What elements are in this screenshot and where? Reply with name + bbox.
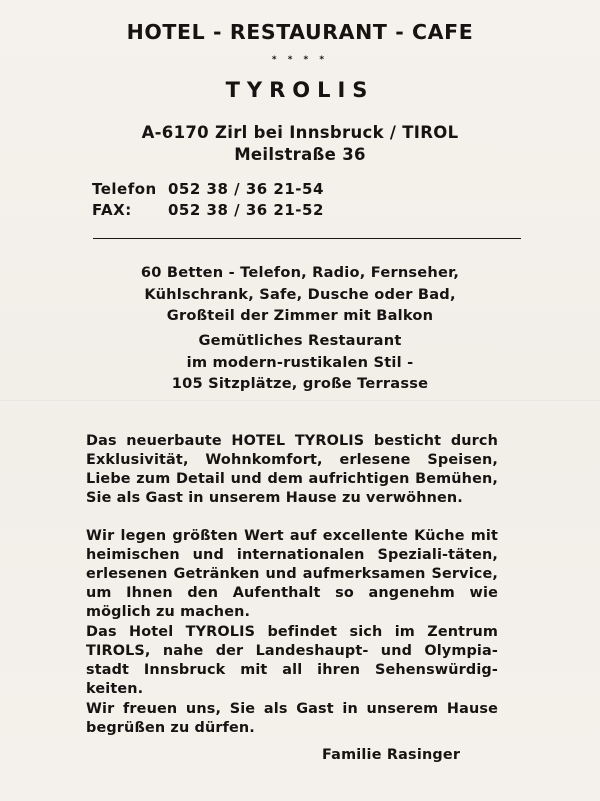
rating-stars: * * * *	[271, 55, 329, 65]
phone-label: Telefon	[92, 180, 157, 198]
address-line-2: Meilstraße 36	[234, 145, 366, 164]
address-line-1: A-6170 Zirl bei Innsbruck / TIROL	[141, 123, 459, 142]
restaurant-line: im modern-rustikalen Stil -	[186, 353, 414, 371]
rooms-line: 60 Betten - Telefon, Radio, Fernseher,	[140, 264, 460, 281]
header-title: HOTEL - RESTAURANT - CAFE	[126, 20, 474, 44]
rooms-line: Großteil der Zimmer mit Balkon	[166, 307, 434, 324]
paragraph-intro: Das neuerbaute HOTEL TYROLIS besticht durch Exklusivität, Wohnkomfort, erlesene Speisen, Liebe zum Detail und dem aufrichtigen Bemühen, Sie als Gast in unserem Hause zu verwöhnen.	[86, 433, 498, 506]
signature: Familie Rasinger	[322, 747, 461, 763]
paper-fold	[0, 400, 600, 402]
paragraph-cuisine: Wir legen größten Wert auf excellente Küche mit heimischen und internationalen Speziali-täten, erlesenen Getränken und aufmerksamen Service, um Ihnen den Aufenthalt so angenehm wie möglich zu machen.	[86, 528, 498, 620]
restaurant-line: 105 Sitzplätze, große Terrasse	[171, 375, 429, 392]
restaurant-features	[0, 330, 600, 395]
fax-row	[92, 201, 324, 219]
fax-label: FAX:	[92, 201, 132, 219]
paragraph-welcome: Wir freuen uns, Sie als Gast in unserem Hause begrüßen zu dürfen.	[86, 701, 498, 736]
restaurant-line: Gemütliches Restaurant	[198, 332, 402, 349]
rooms-features	[0, 262, 600, 327]
paragraph-location: Das Hotel TYROLIS befindet sich im Zentrum TIROLS, nahe der Landeshaupt- und Olympia-stadt Innsbruck mit all ihren Sehenswürdig-keiten.	[86, 624, 498, 697]
phone-row	[92, 180, 324, 198]
hotel-name: TYROLIS	[225, 78, 375, 102]
phone-number: 052 38 / 36 21-54	[168, 180, 324, 198]
rooms-line: Kühlschrank, Safe, Dusche oder Bad,	[144, 285, 456, 303]
divider-line	[93, 238, 521, 239]
fax-number: 052 38 / 36 21-52	[168, 201, 324, 219]
